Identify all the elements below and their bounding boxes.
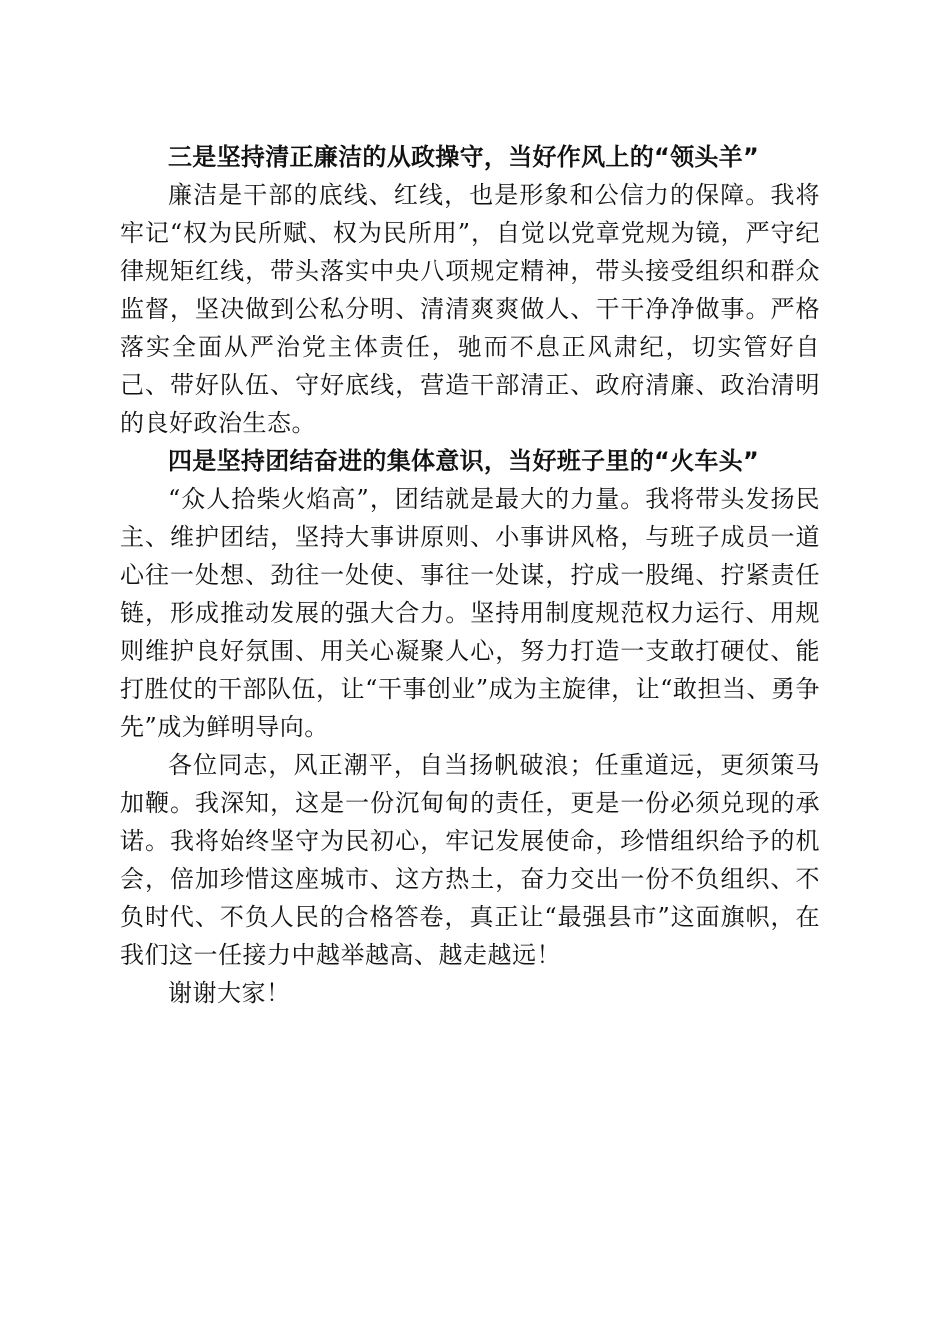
paragraph-thanks: 谢谢大家！ bbox=[168, 979, 291, 1007]
paragraph-closing: 各位同志，风正潮平，自当扬帆破浪；任重道远，更须策马加鞭。我深知，这是一份沉甸甸的责任，更是一份必须兑现的承诺。我将始终坚守为民初心，牢记发展使命，珍惜组织给予的机会，倍加珍惜这座城市、这方热土，奋力交出一份不负组织、不负时代、不负人民的合格答卷，真正让“最强县市”这面旗帜，在我们这一任接力中越举越高、越走越远！ bbox=[120, 751, 820, 969]
paragraph-unity: “众人拾柴火焰高”，团结就是最大的力量。我将带头发扬民主、维护团结，坚持大事讲原则、小事讲风格，与班子成员一道心往一处想、劲往一处使、事往一处谋，拧成一股绳、拧紧责任链，形成推动发展的强大合力。坚持用制度规范权力运行、用规则维护良好氛围、用关心凝聚人心，努力打造一支敢打硬仗、能打胜仗的干部队伍，让“干事创业”成为主旋律，让“敢担当、勇争先”成为鲜明导向。 bbox=[120, 485, 820, 741]
section-heading-three: 三是坚持清正廉洁的从政操守，当好作风上的“领头羊” bbox=[168, 143, 760, 171]
paragraph-integrity: 廉洁是干部的底线、红线，也是形象和公信力的保障。我将牢记“权为民所赋、权为民所用”，自觉以党章党规为镜，严守纪律规矩红线，带头落实中央八项规定精神，带头接受组织和群众监督，坚决做到公私分明、清清爽爽做人、干干净净做事。严格落实全面从严治党主体责任，驰而不息正风肃纪，切实管好自己、带好队伍、守好底线，营造干部清正、政府清廉、政治清明的良好政治生态。 bbox=[120, 181, 820, 437]
document-body bbox=[120, 138, 820, 1012]
section-heading-four: 四是坚持团结奋进的集体意识，当好班子里的“火车头” bbox=[168, 447, 760, 475]
